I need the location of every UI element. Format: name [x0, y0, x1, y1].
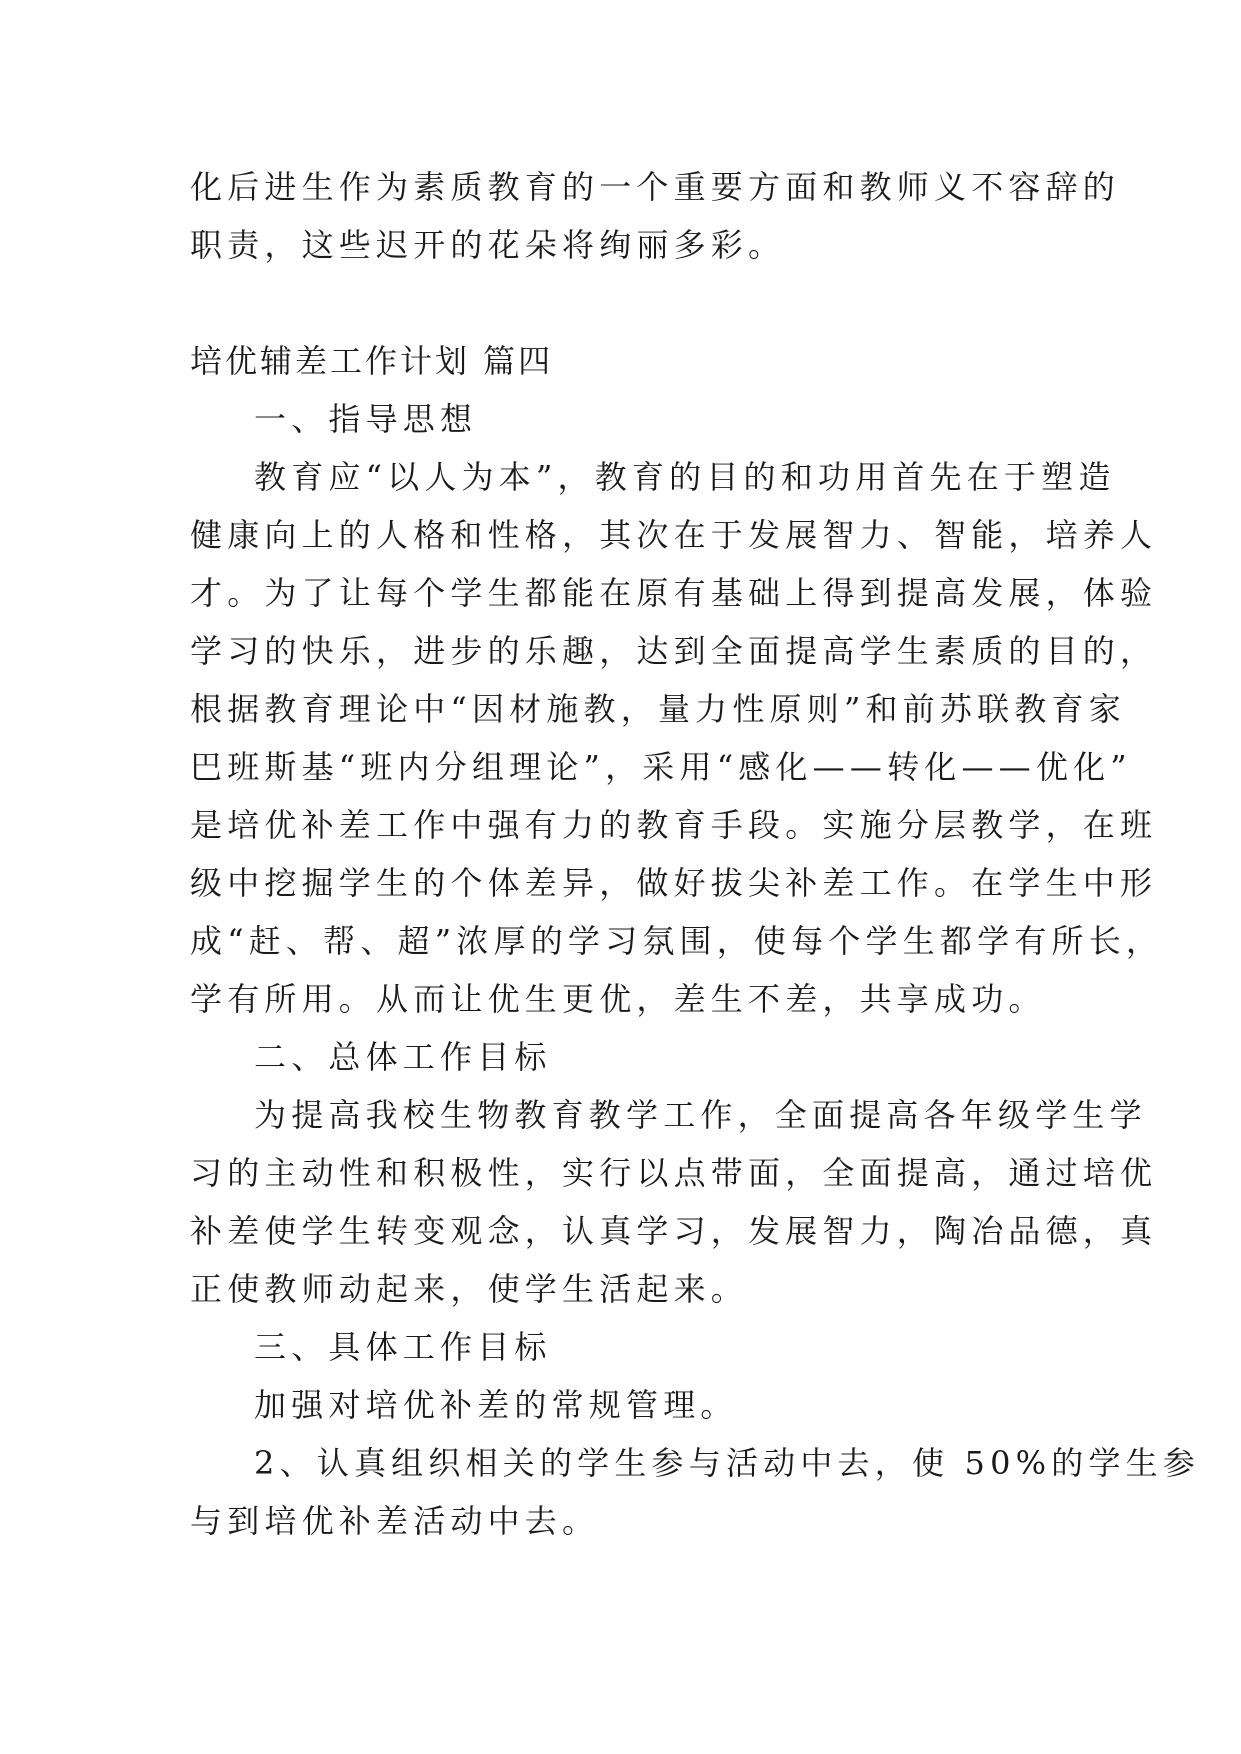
para1-line-5: 根据教育理论中“因材施教，量力性原则”和前苏联教育家	[190, 690, 1126, 728]
para3-line-1: 加强对培优补差的常规管理。	[254, 1386, 738, 1424]
para2-line-2: 习的主动性和积极性，实行以点带面，全面提高，通过培优	[190, 1154, 1158, 1192]
para1-line-7: 是培优补差工作中强有力的教育手段。实施分层教学，在班	[190, 806, 1158, 844]
intro-line-1: 化后进生作为素质教育的一个重要方面和教师义不容辞的	[190, 168, 1121, 206]
para4-line-2: 与到培优补差活动中去。	[190, 1502, 600, 1540]
heading-specific-goal: 三、具体工作目标	[254, 1328, 552, 1366]
para1-line-8: 级中挖掘学生的个体差异，做好拔尖补差工作。在学生中形	[190, 864, 1158, 902]
paragraph-gap	[190, 274, 1070, 332]
para1-line-9: 成“赶、帮、超”浓厚的学习氛围，使每个学生都学有所长，	[190, 922, 1164, 960]
heading-guiding-thought: 一、指导思想	[254, 400, 478, 438]
intro-line-2: 职责，这些迟开的花朵将绚丽多彩。	[190, 226, 786, 264]
para2-line-4: 正使教师动起来，使学生活起来。	[190, 1270, 749, 1308]
document-body	[190, 158, 1201, 1550]
para1-line-2: 健康向上的人格和性格，其次在于发展智力、智能，培养人	[190, 516, 1158, 554]
para1-line-6: 巴班斯基“班内分组理论”，采用“感化——转化——优化”	[190, 748, 1132, 786]
para1-line-10: 学有所用。从而让优生更优，差生不差，共享成功。	[190, 980, 1046, 1018]
para1-line-1: 教育应“以人为本”，教育的目的和功用首先在于塑造	[254, 458, 1116, 496]
para1-line-3: 才。为了让每个学生都能在原有基础上得到提高发展，体验	[190, 574, 1158, 612]
heading-overall-goal: 二、总体工作目标	[254, 1038, 552, 1076]
para2-line-3: 补差使学生转变观念，认真学习，发展智力，陶冶品德，真	[190, 1212, 1158, 1250]
section-title: 培优辅差工作计划 篇四	[190, 342, 554, 380]
para1-line-4: 学习的快乐，进步的乐趣，达到全面提高学生素质的目的，	[190, 632, 1158, 670]
para2-line-1: 为提高我校生物教育教学工作，全面提高各年级学生学	[254, 1096, 1147, 1134]
para4-line-1: 2、认真组织相关的学生参与活动中去，使 50%的学生参	[254, 1444, 1201, 1482]
